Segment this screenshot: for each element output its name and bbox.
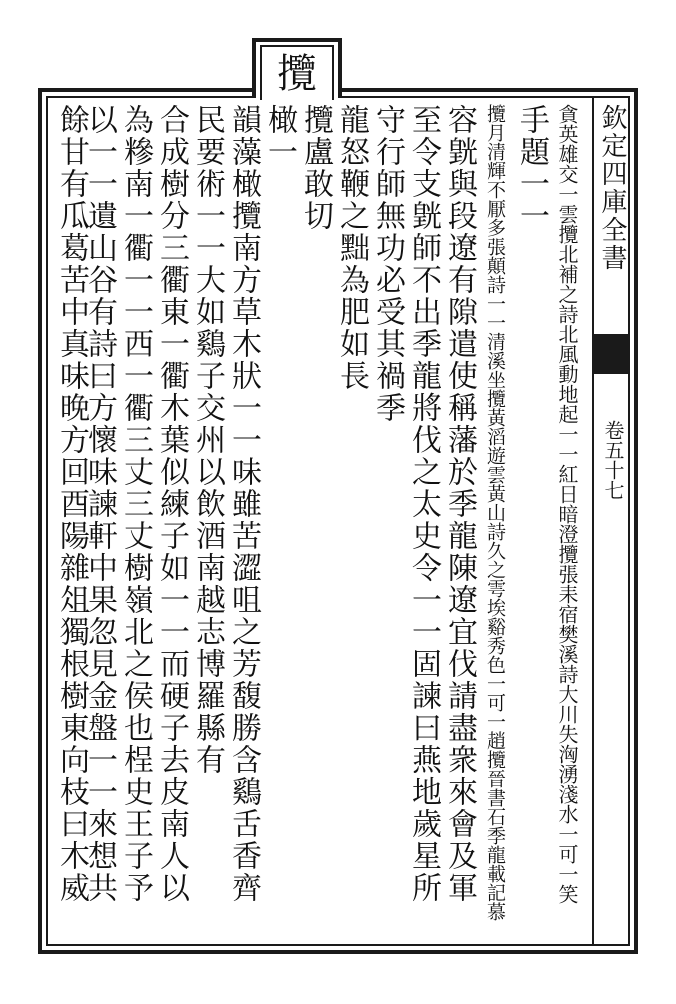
text-column: 韻藻橄攬南方草木狀一一味雖苦澀咀之芳馥勝含鷄舌香齊	[226, 104, 261, 904]
text-column: 民要術一一大如鷄子交州以飲酒南越志博羅縣有	[190, 104, 225, 776]
volume-number: 卷五十七	[601, 420, 625, 500]
text-column: 手題一一	[514, 104, 549, 232]
text-column: 至令支皝師不出季龍將伐之太史令一一固諫曰燕地歲星所	[406, 104, 441, 904]
text-column: 攬盧敢切	[298, 104, 333, 232]
text-column: 貪英雄交一雲攬北補之詩北風動地起一一紅日暗澄攬張耒宿樊溪詩大川失洶湧淺水一可一笑	[555, 104, 579, 904]
text-column: 餘甘有瓜葛苦中真味晚方回酉陽雜俎獨根樹東向枝曰木威	[54, 104, 89, 904]
text-column: 合成樹分三衢東一衢木葉似練子如一一而硬子去皮南人以	[154, 104, 189, 904]
text-column: 以一一遺山谷有詩曰方懷味諫軒中果忽見金盤一一來想共	[82, 104, 117, 904]
text-column: 為糝南一衢一一西一衢三丈三丈樹嶺北之侯也桯史王子予	[118, 104, 153, 904]
headword-char: 攬	[277, 51, 317, 97]
text-column: 容皝與段遼有隙遣使稱藩於季龍陳遼宜伐請盡衆來會及軍	[442, 104, 477, 904]
text-column: 龍怒鞭之黜為肥如長	[334, 104, 369, 392]
text-column: 守行師無功必受其禍季	[370, 104, 405, 424]
text-column: 橄一	[262, 104, 297, 168]
fold-mark	[594, 334, 630, 374]
text-column: 攬月清輝不厭多張顛詩一一清溪坐攬黃滔遊雲黃山詩久之雩埃谿秀色一可一趙攬晉書石季龍載記慕	[484, 104, 506, 921]
book-title: 欽定四庫全書	[597, 104, 627, 272]
